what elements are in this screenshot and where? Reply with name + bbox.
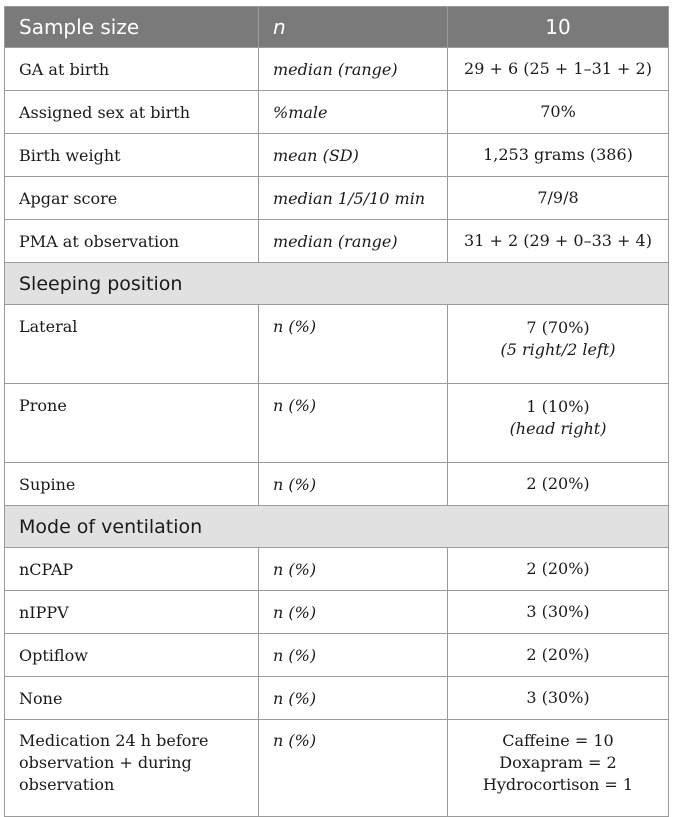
row-measure: %male bbox=[259, 91, 448, 134]
medication-value: Caffeine = 10 bbox=[502, 731, 614, 750]
row-value: 1 (10%) bbox=[526, 397, 590, 416]
table-row bbox=[5, 48, 669, 91]
row-label: Birth weight bbox=[5, 134, 259, 177]
medication-label bbox=[5, 720, 259, 817]
row-label: PMA at observation bbox=[5, 220, 259, 263]
row-measure: n (%) bbox=[259, 384, 448, 463]
table-row bbox=[5, 548, 669, 591]
row-value-cell bbox=[448, 305, 669, 384]
row-label: nCPAP bbox=[5, 548, 259, 591]
table-row bbox=[5, 305, 669, 384]
table-row bbox=[5, 177, 669, 220]
row-value-note: (5 right/2 left) bbox=[500, 340, 616, 359]
table-row bbox=[5, 463, 669, 506]
row-measure: median 1/5/10 min bbox=[259, 177, 448, 220]
header-sample-size: Sample size bbox=[5, 7, 259, 48]
row-value: 70% bbox=[448, 91, 669, 134]
row-label: Optiflow bbox=[5, 634, 259, 677]
row-label: Apgar score bbox=[5, 177, 259, 220]
row-label: GA at birth bbox=[5, 48, 259, 91]
table-row bbox=[5, 220, 669, 263]
row-label: Lateral bbox=[5, 305, 259, 384]
table-row bbox=[5, 591, 669, 634]
section-title: Mode of ventilation bbox=[5, 506, 669, 548]
row-label: nIPPV bbox=[5, 591, 259, 634]
row-label: Supine bbox=[5, 463, 259, 506]
medication-value: Doxapram = 2 bbox=[499, 753, 617, 772]
table-row bbox=[5, 384, 669, 463]
row-label: Assigned sex at birth bbox=[5, 91, 259, 134]
medication-value: Hydrocortison = 1 bbox=[482, 775, 634, 794]
row-measure: n (%) bbox=[259, 548, 448, 591]
table-header-row bbox=[5, 7, 669, 48]
row-measure: median (range) bbox=[259, 220, 448, 263]
medication-label-line: observation bbox=[19, 775, 115, 794]
row-value-note: (head right) bbox=[509, 419, 607, 438]
table-row bbox=[5, 134, 669, 177]
row-value: 2 (20%) bbox=[448, 463, 669, 506]
row-value: 2 (20%) bbox=[448, 548, 669, 591]
characteristics-table bbox=[4, 6, 669, 817]
row-label: None bbox=[5, 677, 259, 720]
medication-label-line: observation + during bbox=[19, 753, 192, 772]
row-value: 7/9/8 bbox=[448, 177, 669, 220]
medication-label-line: Medication 24 h before bbox=[19, 731, 209, 750]
row-value: 2 (20%) bbox=[448, 634, 669, 677]
section-row-mode-of-ventilation bbox=[5, 506, 669, 548]
row-value-cell bbox=[448, 384, 669, 463]
row-value: 3 (30%) bbox=[448, 677, 669, 720]
row-value: 7 (70%) bbox=[526, 318, 590, 337]
row-measure: n (%) bbox=[259, 634, 448, 677]
row-measure: n (%) bbox=[259, 677, 448, 720]
medication-values bbox=[448, 720, 669, 817]
row-measure: mean (SD) bbox=[259, 134, 448, 177]
table-row bbox=[5, 634, 669, 677]
section-row-sleeping-position bbox=[5, 263, 669, 305]
row-value: 29 + 6 (25 + 1–31 + 2) bbox=[448, 48, 669, 91]
table-row bbox=[5, 677, 669, 720]
row-value: 1,253 grams (386) bbox=[448, 134, 669, 177]
row-label: Prone bbox=[5, 384, 259, 463]
header-n: n bbox=[259, 7, 448, 48]
row-value: 31 + 2 (29 + 0–33 + 4) bbox=[448, 220, 669, 263]
row-measure: median (range) bbox=[259, 48, 448, 91]
row-value: 3 (30%) bbox=[448, 591, 669, 634]
table-row-medication bbox=[5, 720, 669, 817]
section-title: Sleeping position bbox=[5, 263, 669, 305]
row-measure: n (%) bbox=[259, 720, 448, 817]
table-row bbox=[5, 91, 669, 134]
row-measure: n (%) bbox=[259, 463, 448, 506]
row-measure: n (%) bbox=[259, 305, 448, 384]
row-measure: n (%) bbox=[259, 591, 448, 634]
header-count: 10 bbox=[448, 7, 669, 48]
